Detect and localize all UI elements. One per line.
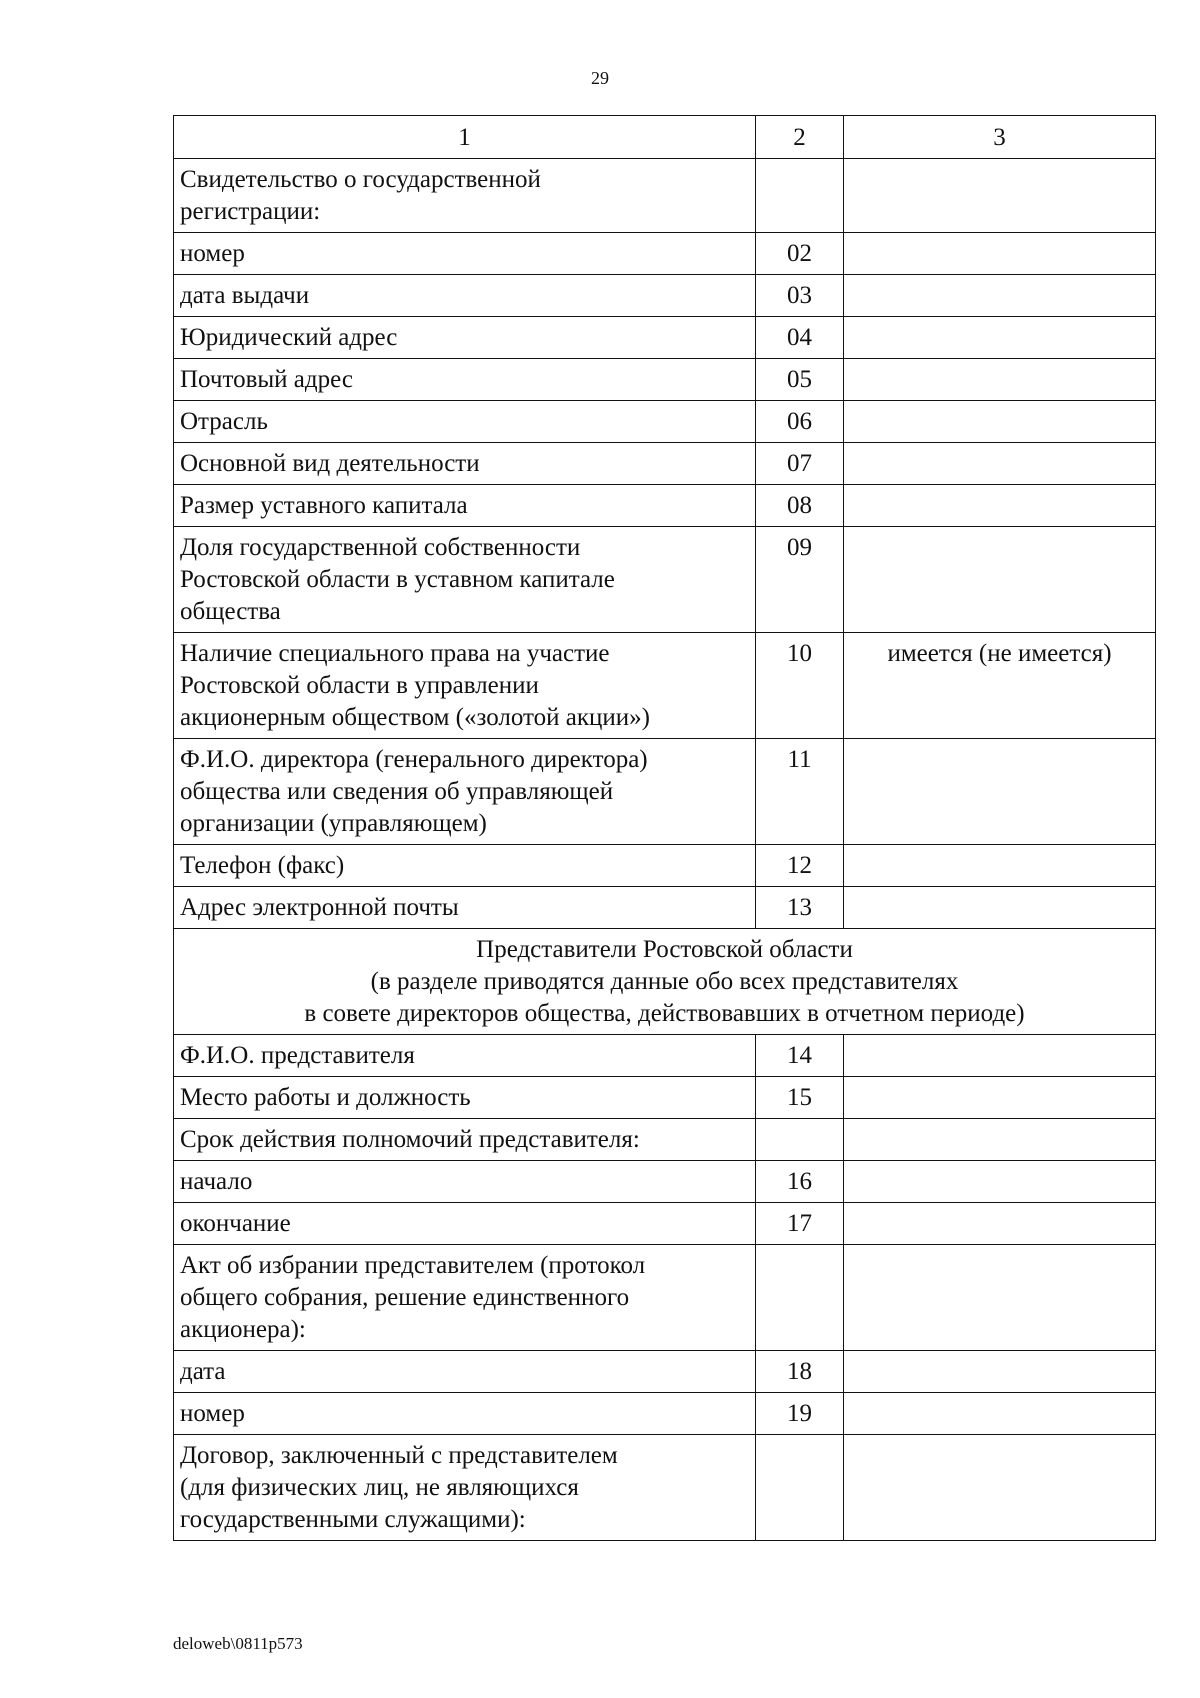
table-row [174,1351,1156,1393]
row-code [756,159,844,233]
row-code: 19 [756,1393,844,1435]
footer-doc-id: deloweb\0811p573 [173,1634,303,1653]
row-label: дата [174,1351,756,1393]
table-row [174,1035,1156,1077]
row-code: 11 [756,739,844,845]
row-code: 14 [756,1035,844,1077]
row-value [844,1119,1156,1161]
row-label: Основной вид деятельности [174,443,756,485]
table-row [174,887,1156,929]
row-code: 02 [756,233,844,275]
row-code: 07 [756,443,844,485]
row-label: Телефон (факс) [174,845,756,887]
table-row [174,1245,1156,1351]
row-code: 04 [756,317,844,359]
row-value [844,1161,1156,1203]
row-code: 12 [756,845,844,887]
row-value [844,1351,1156,1393]
table-row [174,1203,1156,1245]
row-code: 18 [756,1351,844,1393]
row-label: Адрес электронной почты [174,887,756,929]
table-row [174,443,1156,485]
table-row [174,1435,1156,1541]
row-value [844,159,1156,233]
row-label: Акт об избрании представителем (протокол общего собрания, решение единственного акционера): [174,1245,756,1351]
row-value [844,317,1156,359]
section-row [174,929,1156,1035]
table-header-row [174,116,1156,159]
table-row [174,275,1156,317]
row-value [844,845,1156,887]
table-body-section [174,929,1156,1035]
row-label: Ф.И.О. представителя [174,1035,756,1077]
row-code: 06 [756,401,844,443]
form-table [173,115,1156,1541]
row-code: 17 [756,1203,844,1245]
table-row [174,527,1156,633]
row-code [756,1435,844,1541]
section-title: Представители Ростовской области (в разделе приводятся данные обо всех представителях в совете директоров общества, действовавших в отчетном периоде) [174,929,1156,1035]
column-header-2: 2 [756,116,844,159]
row-value: имеется (не имеется) [844,633,1156,739]
row-value [844,1077,1156,1119]
row-value [844,887,1156,929]
row-code: 09 [756,527,844,633]
row-code [756,1119,844,1161]
row-value [844,359,1156,401]
page-number: 29 [591,68,609,88]
row-value [844,401,1156,443]
table-body-representatives [174,1035,1156,1541]
row-label: начало [174,1161,756,1203]
row-code: 10 [756,633,844,739]
row-label: номер [174,233,756,275]
row-value [844,739,1156,845]
row-value [844,485,1156,527]
row-code [756,1245,844,1351]
row-value [844,527,1156,633]
table-row [174,1077,1156,1119]
row-code: 15 [756,1077,844,1119]
row-code: 03 [756,275,844,317]
table-row [174,233,1156,275]
table-row [174,401,1156,443]
column-header-3: 3 [844,116,1156,159]
row-value [844,275,1156,317]
row-value [844,1203,1156,1245]
row-label: Свидетельство о государственной регистрации: [174,159,756,233]
row-label: Доля государственной собственности Ростовской области в уставном капитале общества [174,527,756,633]
table-body-main [174,116,1156,929]
row-code: 13 [756,887,844,929]
row-value [844,1035,1156,1077]
table-row [174,485,1156,527]
table-row [174,317,1156,359]
row-code: 16 [756,1161,844,1203]
table-row [174,633,1156,739]
row-value [844,233,1156,275]
table-row [174,1161,1156,1203]
row-label: номер [174,1393,756,1435]
row-label: Отрасль [174,401,756,443]
table-row [174,359,1156,401]
row-value [844,1393,1156,1435]
row-label: Почтовый адрес [174,359,756,401]
row-label: Место работы и должность [174,1077,756,1119]
row-value [844,1435,1156,1541]
row-label: дата выдачи [174,275,756,317]
table-row [174,739,1156,845]
row-label: Наличие специального права на участие Ростовской области в управлении акционерным обществом («золотой акции») [174,633,756,739]
row-label: Договор, заключенный с представителем (для физических лиц, не являющихся государственными служащими): [174,1435,756,1541]
table-row [174,845,1156,887]
row-label: Ф.И.О. директора (генерального директора) общества или сведения об управляющей организации (управляющем) [174,739,756,845]
table-row [174,1119,1156,1161]
row-label: Юридический адрес [174,317,756,359]
row-label: Срок действия полномочий представителя: [174,1119,756,1161]
row-code: 08 [756,485,844,527]
row-label: окончание [174,1203,756,1245]
row-value [844,1245,1156,1351]
column-header-1: 1 [174,116,756,159]
row-label: Размер уставного капитала [174,485,756,527]
table-row [174,159,1156,233]
row-code: 05 [756,359,844,401]
row-value [844,443,1156,485]
table-row [174,1393,1156,1435]
